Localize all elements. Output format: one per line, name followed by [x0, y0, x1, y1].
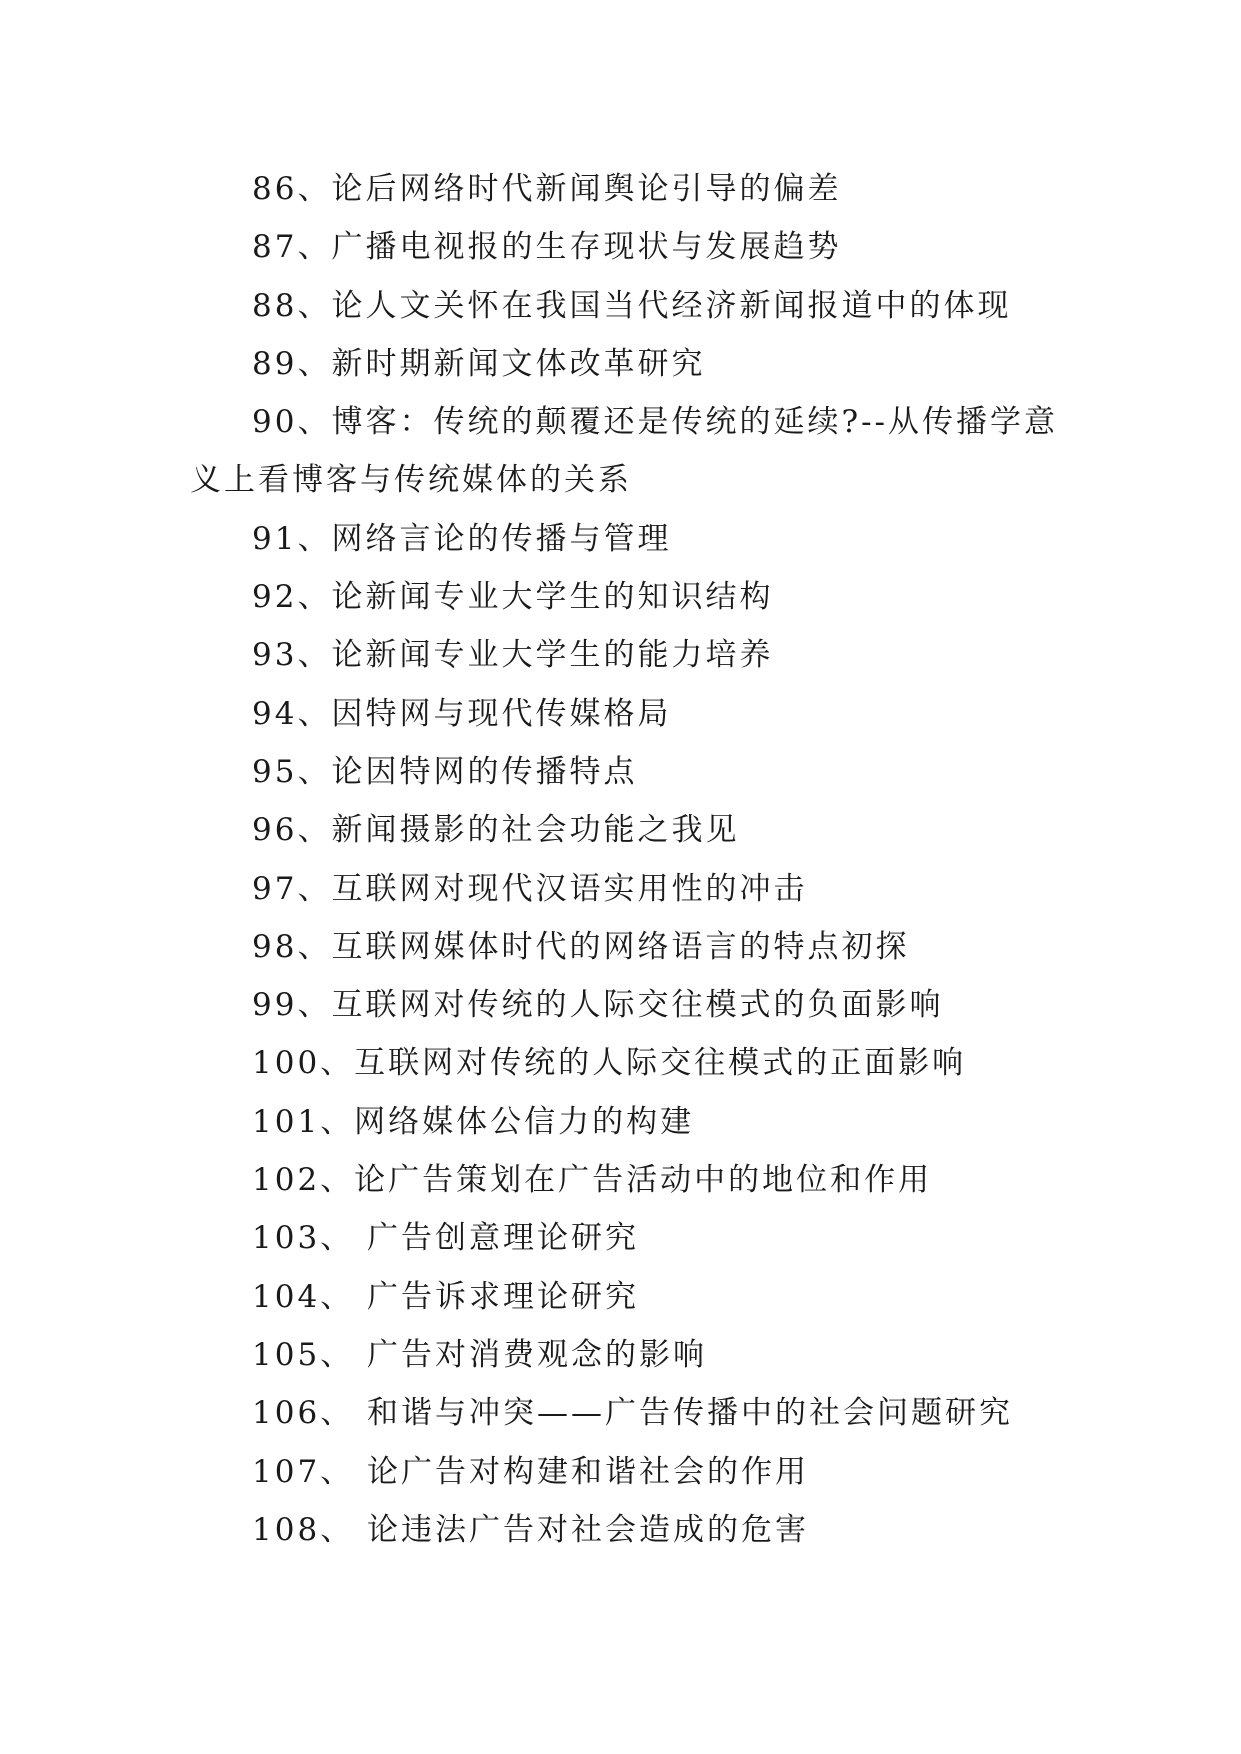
topic-item: 102、论广告策划在广告活动中的地位和作用	[252, 1162, 933, 1199]
topic-item: 92、论新闻专业大学生的知识结构	[252, 579, 774, 616]
topic-item: 93、论新闻专业大学生的能力培养	[252, 637, 774, 674]
topic-item: 100、互联网对传统的人际交往模式的正面影响	[252, 1045, 967, 1082]
topic-item: 103、 广告创意理论研究	[252, 1220, 640, 1257]
topic-item: 88、论人文关怀在我国当代经济新闻报道中的体现	[252, 287, 1012, 324]
topic-item: 89、新时期新闻文体改革研究	[252, 345, 706, 382]
topic-item: 96、新闻摄影的社会功能之我见	[252, 812, 740, 849]
topic-list	[190, 160, 1060, 1559]
topic-item: 105、 广告对消费观念的影响	[252, 1336, 708, 1373]
topic-item: 91、网络言论的传播与管理	[252, 520, 672, 557]
topic-item: 104、 广告诉求理论研究	[252, 1278, 640, 1315]
topic-item: 86、论后网络时代新闻舆论引导的偏差	[252, 171, 842, 207]
topic-item: 99、互联网对传统的人际交往模式的负面影响	[252, 987, 944, 1024]
topic-item: 107、 论广告对构建和谐社会的作用	[252, 1453, 810, 1490]
topic-item: 94、因特网与现代传媒格局	[252, 695, 672, 732]
topic-item: 90、博客：传统的颠覆还是传统的延续?--从传播学意义上看博客与传统媒体的关系	[190, 404, 1059, 499]
topic-item: 101、网络媒体公信力的构建	[252, 1103, 695, 1140]
topic-item: 108、 论违法广告对社会造成的危害	[252, 1511, 810, 1548]
topic-item: 97、互联网对现代汉语实用性的冲击	[252, 870, 808, 907]
topic-item: 106、 和谐与冲突——广告传播中的社会问题研究	[252, 1395, 1014, 1432]
topic-item: 98、互联网媒体时代的网络语言的特点初探	[252, 928, 910, 965]
topic-item: 95、论因特网的传播特点	[252, 753, 638, 790]
topic-item: 87、广播电视报的生存现状与发展趋势	[252, 229, 842, 266]
